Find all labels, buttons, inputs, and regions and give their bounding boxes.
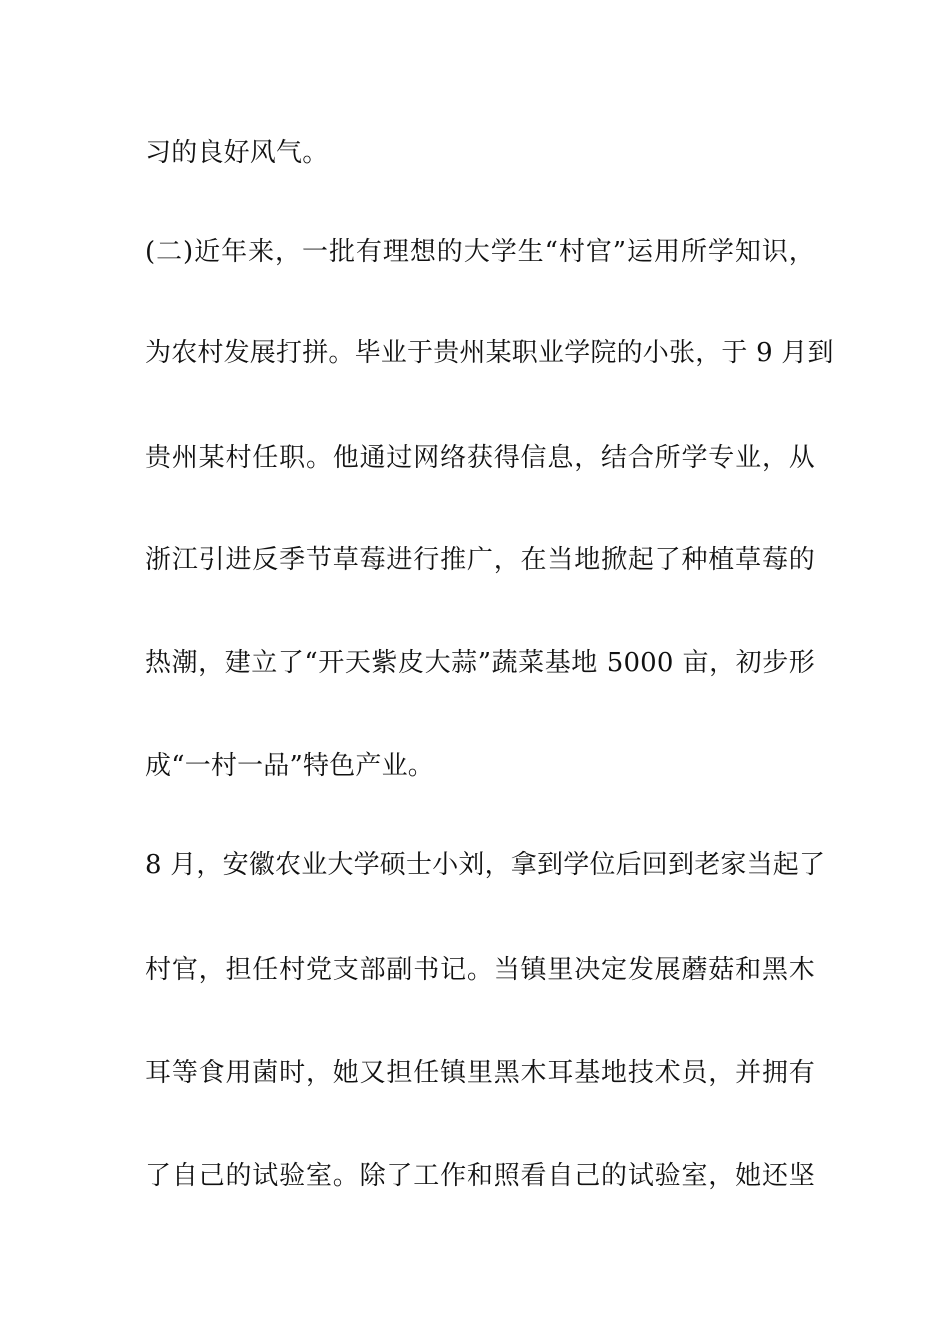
text-line-4: 贵州某村任职。他通过网络获得信息，结合所学专业，从: [145, 443, 815, 473]
text-line-11: 了自己的试验室。除了工作和照看自己的试验室，她还坚: [145, 1161, 815, 1191]
text-line-2: (二)近年来，一批有理想的大学生“村官”运用所学知识，: [145, 237, 815, 267]
text-line-1: 习的良好风气。: [145, 138, 329, 168]
text-line-3: 为农村发展打拼。毕业于贵州某职业学院的小张，于 9 月到: [145, 338, 834, 368]
text-line-6: 热潮，建立了“开天紫皮大蒜”蔬菜基地 5000 亩，初步形: [145, 648, 815, 678]
text-line-9: 村官，担任村党支部副书记。当镇里决定发展蘑菇和黑木: [145, 955, 815, 985]
text-line-5: 浙江引进反季节草莓进行推广，在当地掀起了种植草莓的: [145, 545, 815, 575]
text-line-8: 8 月，安徽农业大学硕士小刘，拿到学位后回到老家当起了: [145, 850, 826, 880]
text-line-10: 耳等食用菌时，她又担任镇里黑木耳基地技术员，并拥有: [145, 1058, 815, 1088]
text-line-7: 成“一村一品”特色产业。: [145, 751, 434, 781]
